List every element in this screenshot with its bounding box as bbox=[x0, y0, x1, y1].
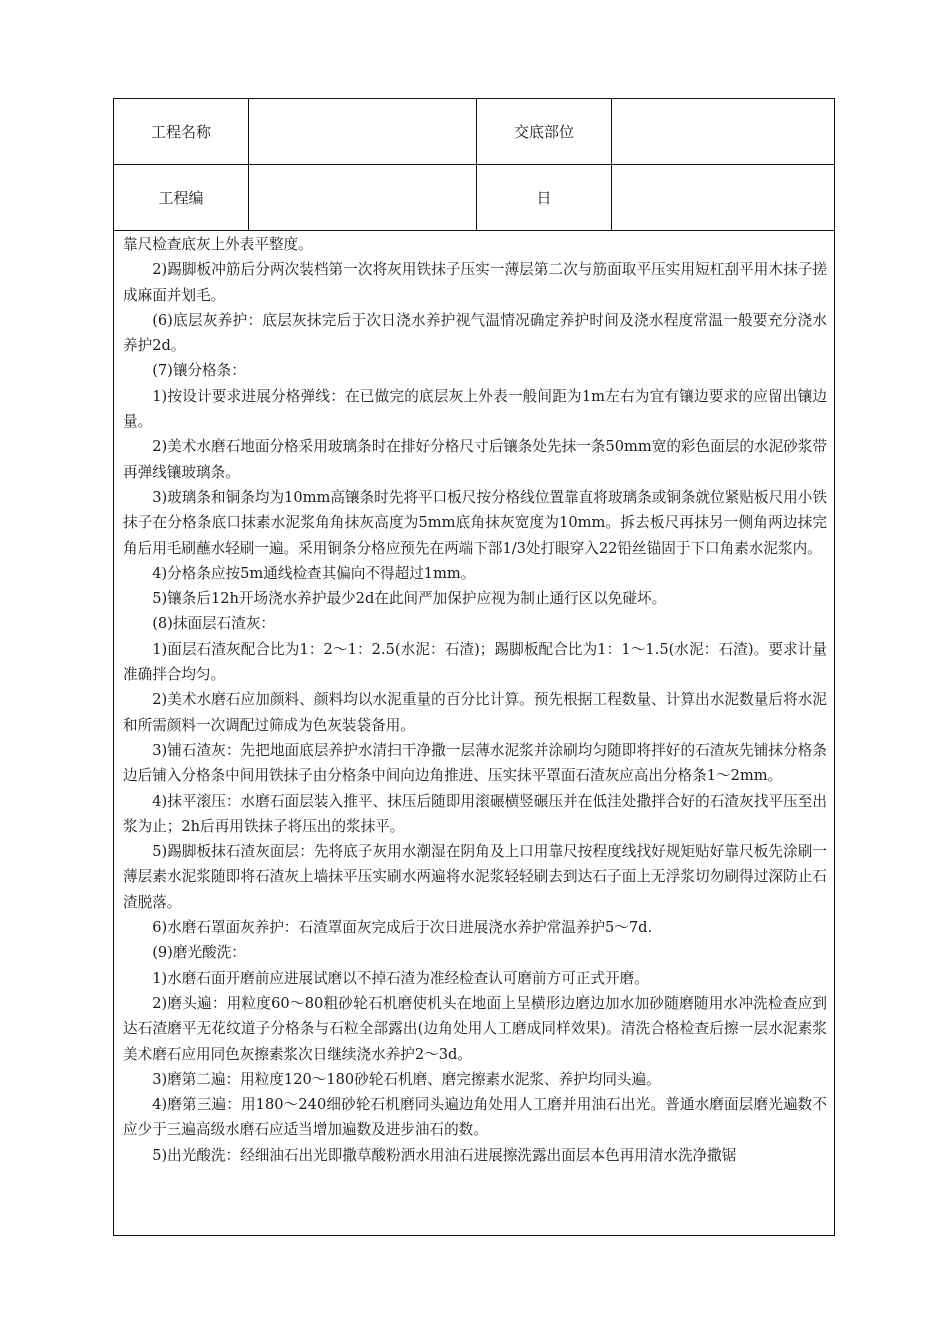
paragraph: 4)磨第三遍：用180～240细砂轮石机磨同头遍边角处用人工磨并用油石出光。普通水磨面层磨光遍数不应少于三遍高级水磨石应适当增加遍数及进步油石的数。 bbox=[123, 1096, 827, 1139]
paragraph: 3)磨第二遍：用粒度120～180砂轮石机磨、磨完擦素水泥浆、养护均同头遍。 bbox=[152, 1070, 661, 1088]
paragraph: 2)磨头遍：用粒度60～80粗砂轮石机磨使机头在地面上呈横形边磨边加水加砂随磨随用水冲洗检查应到达石渣磨平无花纹道子分格条与石粒全部露出(边角处用人工磨成同样效果)。清洗合格检查后擦一层水泥素浆美术磨石应用同色灰擦素浆次日继续浇水养护2～3d。 bbox=[123, 994, 827, 1063]
project-name-label: 工程名称 bbox=[114, 99, 249, 165]
paragraph: 靠尺检查底灰上外表平整度。 bbox=[123, 236, 313, 253]
paragraph: 5)镶条后12h开场浇水养护最少2d在此间严加保护应视为制止通行区以免碰坏。 bbox=[152, 590, 667, 608]
paragraph: (7)镶分格条： bbox=[152, 362, 246, 380]
paragraph: (6)底层灰养护：底层灰抹完后于次日浇水养护视气温情况确定养护时间及浇水程度常温一般要充分浇水养护2d。 bbox=[123, 311, 827, 355]
paragraph: 3)玻璃条和铜条均为10mm高镶条时先将平口板尺按分格线位置靠直将玻璃条或铜条就位紧贴板尺用小铁抹子在分格条底口抹素水泥浆角角抹灰高度为5mm底角抹灰宽度为10mm。拆去板尺再抹另一侧角两边抹完角后用毛刷蘸水轻刷一遍。采用铜条分格应预先在两端下部1/3处打眼穿入22铅丝锚固于下口角素水泥浆内。 bbox=[123, 488, 827, 557]
disclosure-part-value bbox=[612, 99, 834, 165]
paragraph: 2)踢脚板冲筋后分两次装档第一次将灰用铁抹子压实一薄层第二次与筋面取平压实用短杠刮平用木抹子搓成麻面并划毛。 bbox=[123, 261, 827, 304]
paragraph: 5)出光酸洗：经细油石出光即撒草酸粉洒水用油石进展擦洗露出面层本色再用清水洗净撒锯 bbox=[152, 1146, 737, 1164]
project-code-label: 工程编 bbox=[114, 165, 249, 231]
paragraph: 3)铺石渣灰：先把地面底层养护水清扫干净撒一层薄水泥浆并涂刷均匀随即将拌好的石渣灰先铺抹分格条边后铺入分格条中间用铁抹子由分格条中间向边角推进、压实抹平罩面石渣灰应高出分格条1～2mm。 bbox=[123, 741, 827, 785]
disclosure-content bbox=[114, 231, 834, 1168]
disclosure-sheet bbox=[113, 98, 835, 1236]
header-table bbox=[114, 99, 834, 231]
paragraph: 1)水磨石面开磨前应进展试磨以不掉石渣为准经检查认可磨前方可正式开磨。 bbox=[152, 969, 649, 987]
paragraph: 4)分格条应按5m通线检查其偏向不得超过1mm。 bbox=[152, 564, 476, 582]
paragraph: (9)磨光酸洗： bbox=[152, 944, 246, 962]
project-code-value bbox=[249, 165, 477, 231]
disclosure-part-label: 交底部位 bbox=[477, 99, 612, 165]
date-label: 日 bbox=[477, 165, 612, 231]
paragraph: 4)抹平滚压：水磨石面层装入推平、抹压后随即用滚碾横竖碾压并在低洼处撒拌合好的石渣灰找平压至出浆为止；2h后再用铁抹子将压出的浆抹平。 bbox=[123, 792, 827, 835]
paragraph: 1)按设计要求进展分格弹线：在已做完的底层灰上外表一般间距为1m左右为宜有镶边要求的应留出镶边量。 bbox=[123, 387, 827, 431]
paragraph: 2)美术水磨石地面分格采用玻璃条时在排好分格尺寸后镶条处先抹一条50mm宽的彩色面层的水泥砂浆带再弹线镶玻璃条。 bbox=[123, 438, 827, 481]
paragraph: 2)美术水磨石应加颜料、颜料均以水泥重量的百分比计算。预先根据工程数量、计算出水泥数量后将水泥和所需颜料一次调配过筛成为色灰装袋备用。 bbox=[123, 691, 827, 734]
paragraph: 5)踢脚板抹石渣灰面层：先将底子灰用水潮湿在阴角及上口用靠尺按程度线找好规矩贴好靠尺板先涂刷一薄层素水泥浆随即将石渣灰上墙抹平压实刷水两遍将水泥浆轻轻刷去到达石子面上无浮浆切勿刷得过深防止石渣脱落。 bbox=[123, 843, 827, 911]
paragraph: 1)面层石渣灰配合比为1：2～1：2.5(水泥：石渣)；踢脚板配合比为1：1～1.5(水泥：石渣)。要求计量准确拌合均匀。 bbox=[123, 640, 827, 684]
project-name-value bbox=[249, 99, 477, 165]
paragraph: (8)抹面层石渣灰： bbox=[152, 615, 276, 633]
paragraph: 6)水磨石罩面灰养护：石渣罩面灰完成后于次日进展浇水养护常温养护5～7d. bbox=[152, 919, 653, 937]
date-value bbox=[612, 165, 834, 231]
